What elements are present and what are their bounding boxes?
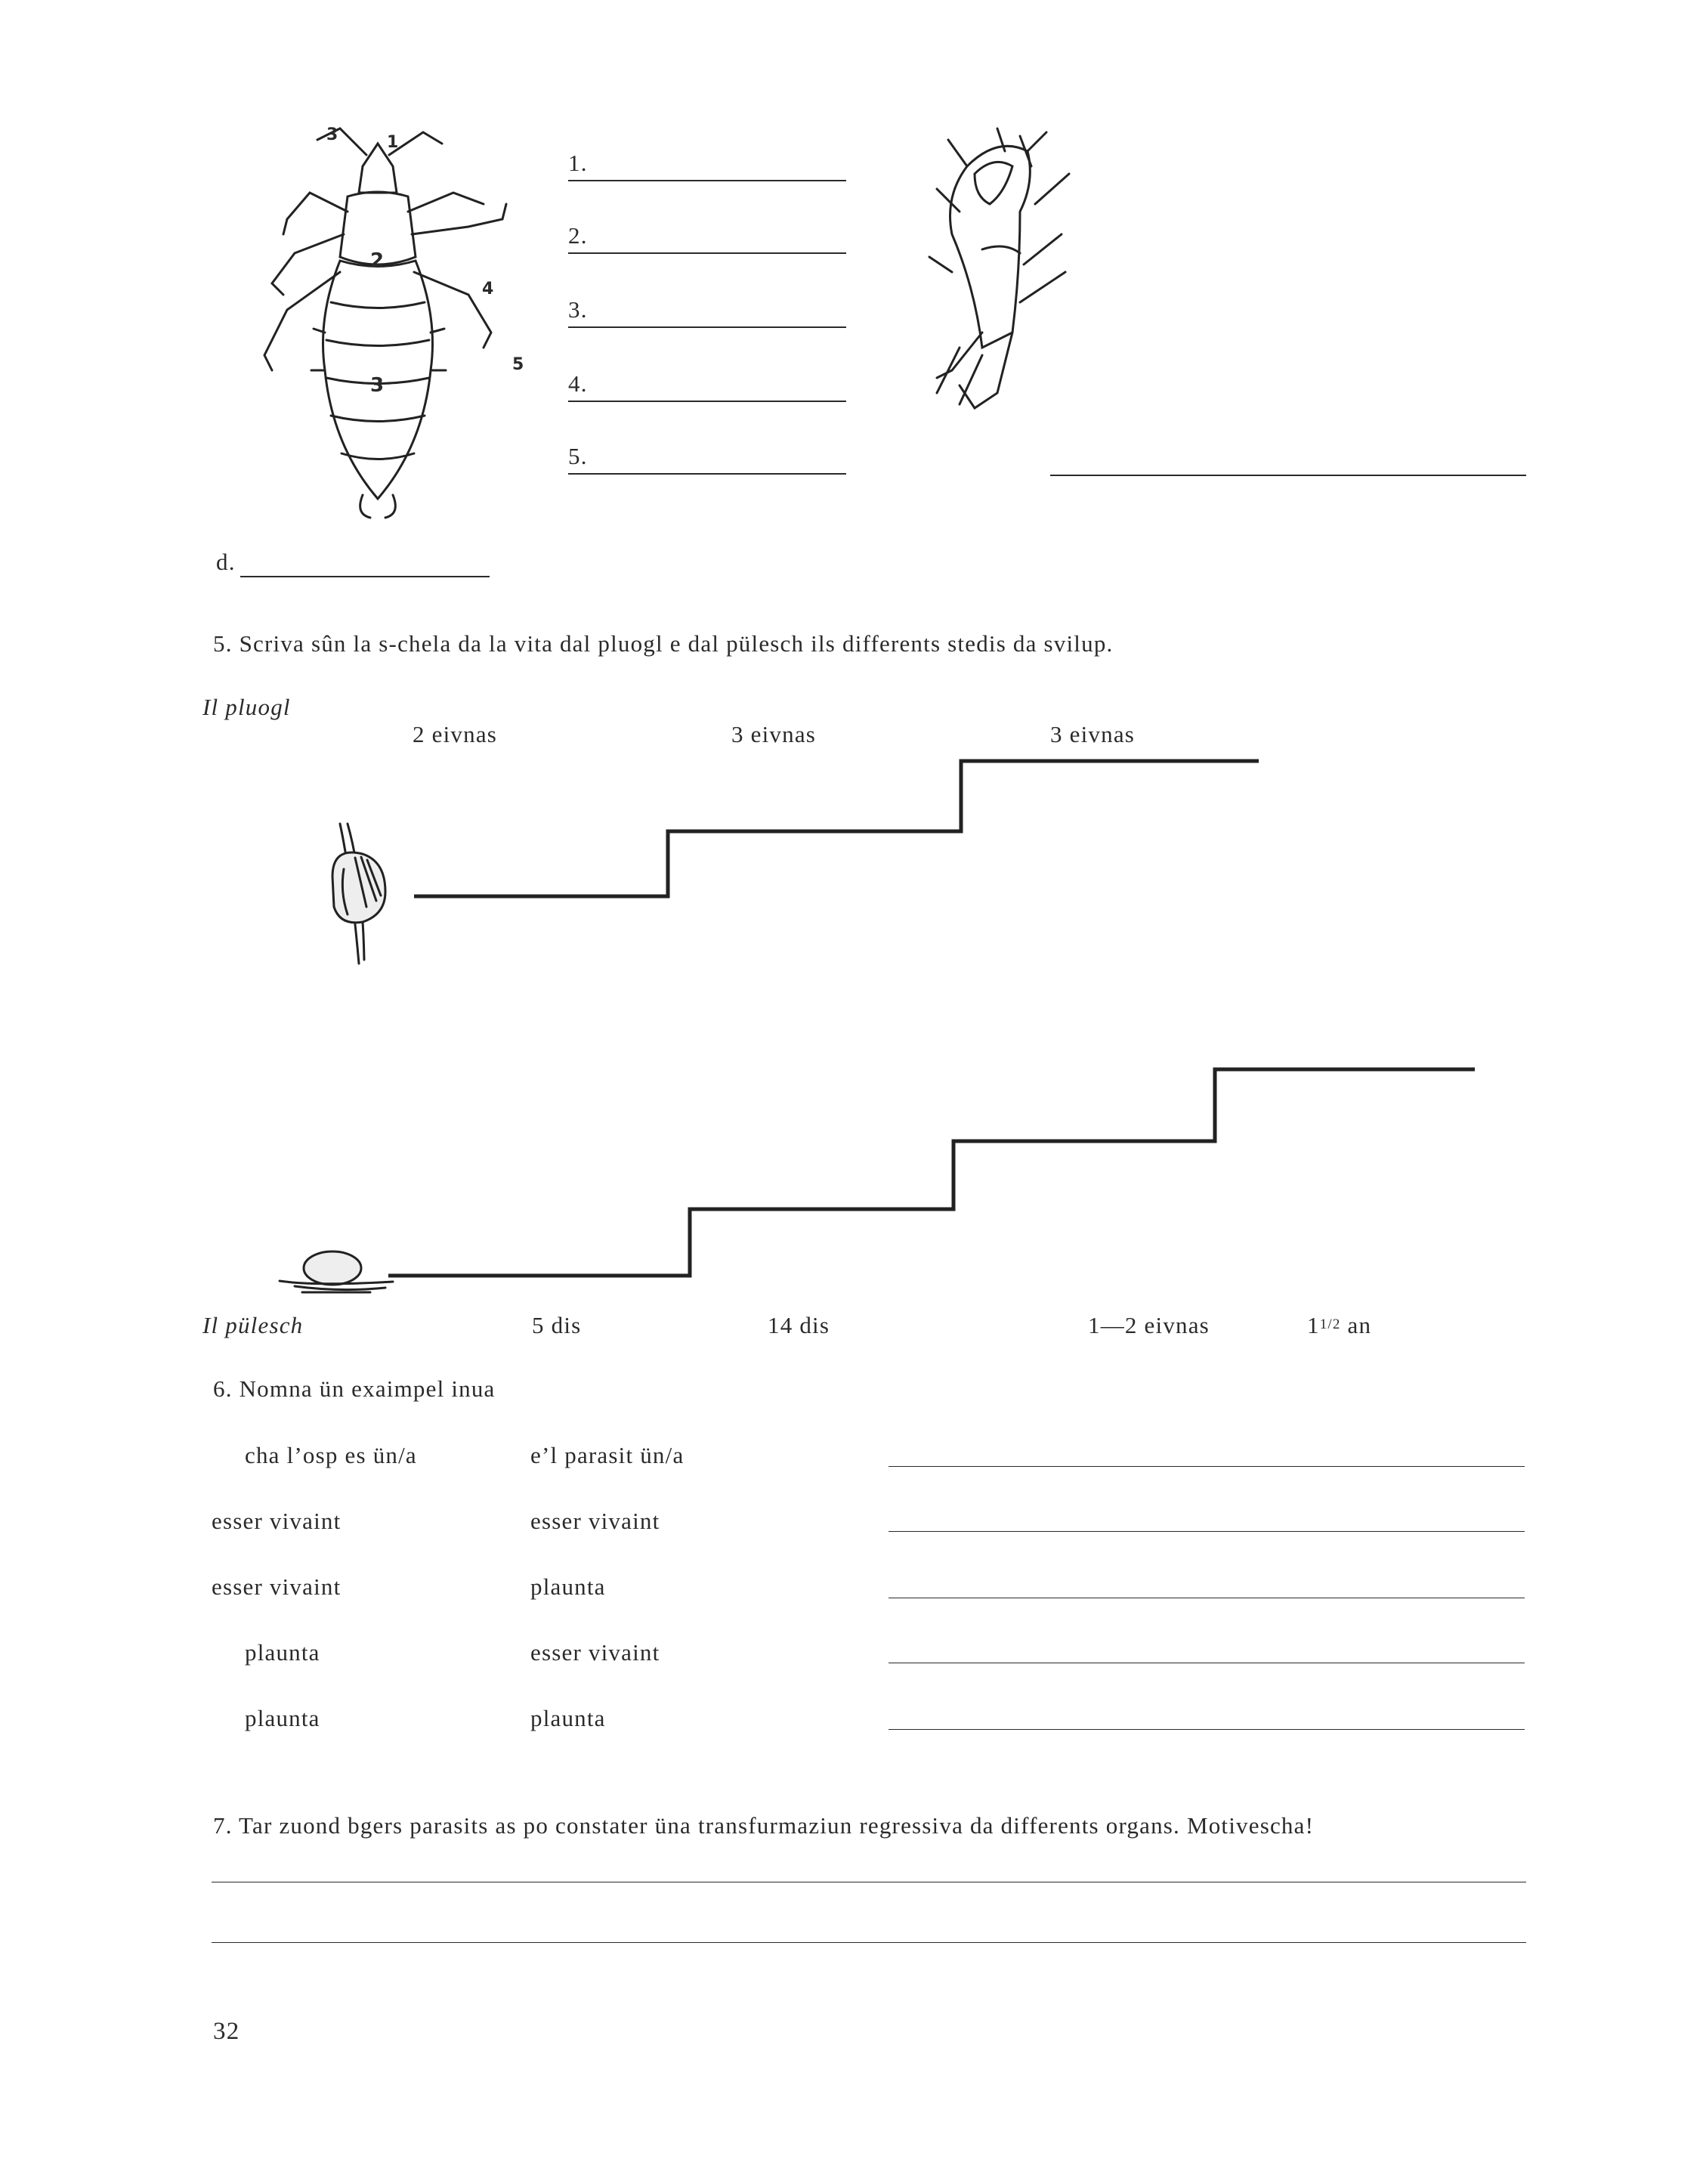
louse-label-3: 2 [370, 249, 385, 272]
blank-label-3: 3. [568, 296, 588, 323]
q6-row1-parasite: esser vivaint [530, 1508, 660, 1534]
louse-duration-1: 2 eivnas [413, 721, 498, 747]
q6-answer-line-5[interactable] [889, 1729, 1525, 1730]
louse-duration-2: 3 eivnas [731, 721, 817, 747]
q6-row4-host: plaunta [245, 1705, 320, 1731]
louse-label-1: 3 [326, 125, 338, 144]
flea-duration-4-fraction: 1/2 [1319, 1316, 1341, 1332]
flea-duration-2: 14 dis [768, 1312, 830, 1338]
flea-duration-4-unit: an [1347, 1312, 1372, 1338]
question-6-text: 6. Nomna ün exaimpel inua [213, 1375, 496, 1402]
louse-label-4: 3 [370, 374, 385, 397]
q6-header-parasite: e’l parasit ün/a [530, 1442, 685, 1468]
page-number: 32 [213, 2018, 240, 2045]
d-label: d. [216, 549, 236, 575]
blank-label-1: 1. [568, 150, 588, 176]
q6-row3-parasite: esser vivaint [530, 1639, 660, 1666]
flea-stairs-label: Il pülesch [202, 1312, 304, 1338]
q6-row2-parasite: plaunta [530, 1573, 606, 1600]
louse-duration-3: 3 eivnas [1050, 721, 1136, 747]
q7-answer-line-2[interactable] [212, 1942, 1526, 1943]
blank-label-2: 2. [568, 222, 588, 249]
louse-label-5: 4 [482, 280, 494, 299]
louse-label-6: 5 [512, 355, 524, 374]
blank-label-4: 4. [568, 370, 588, 397]
q6-row4-parasite: plaunta [530, 1705, 606, 1731]
louse-label-2: 1 [387, 133, 399, 152]
flea-egg-illustration [272, 1239, 408, 1300]
q6-answer-line-1[interactable] [889, 1466, 1525, 1467]
question-7-text: 7. Tar zuond bgers parasits as po constater üna transfurmaziun regressiva da differents organs. Motivescha! [213, 1812, 1315, 1839]
q6-row3-host: plaunta [245, 1639, 320, 1666]
q6-header-host: cha l’osp es ün/a [245, 1442, 417, 1468]
louse-stairs-label: Il pluogl [202, 694, 291, 720]
flea-duration-1: 5 dis [532, 1312, 582, 1338]
blank-label-5: 5. [568, 443, 588, 469]
flea-duration-4-whole: 1 [1307, 1312, 1320, 1338]
question-5-text: 5. Scriva sûn la s-chela da la vita dal pluogl e dal pülesch ils differents stedis da svilup. [213, 630, 1114, 657]
q6-row2-host: esser vivaint [212, 1573, 342, 1600]
flea-duration-3: 1—2 eivnas [1088, 1312, 1210, 1338]
q6-answer-line-2[interactable] [889, 1531, 1525, 1532]
flea-duration-4 [1307, 1313, 1371, 1337]
q6-row1-host: esser vivaint [212, 1508, 342, 1534]
